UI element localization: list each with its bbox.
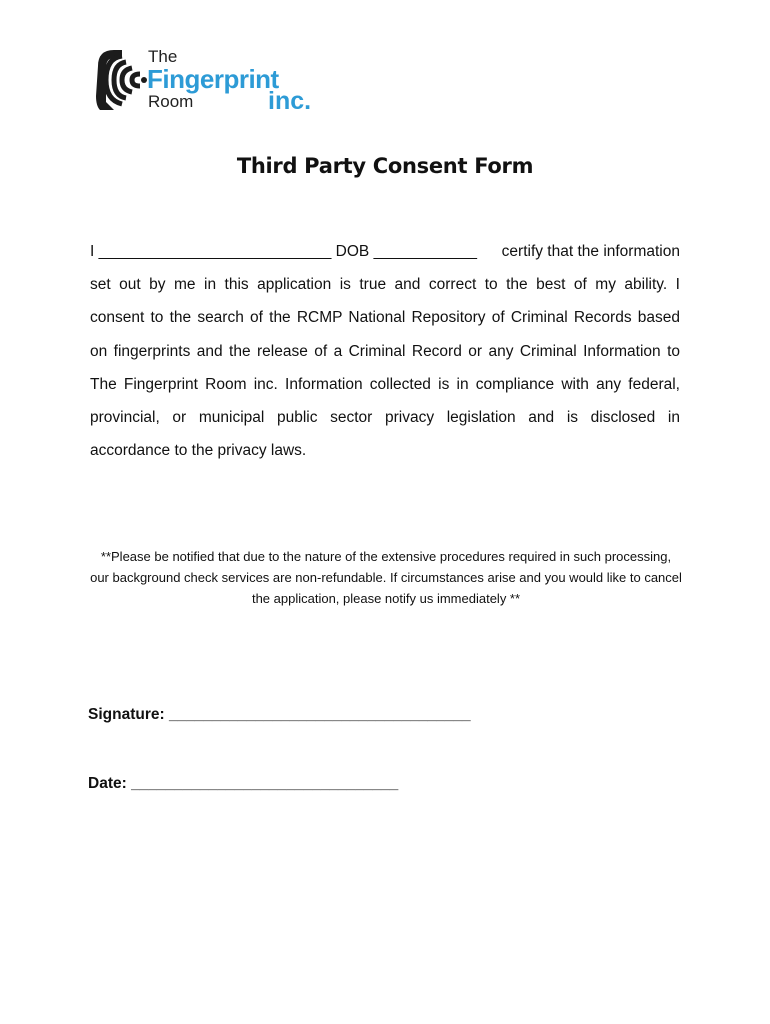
consent-line-7: accordance to the privacy laws. [90,442,307,459]
consent-line-5: The Fingerprint Room inc. Information collected is in compliance with any federal, [90,376,680,393]
logo-inc: inc. [268,87,312,115]
logo-room: Room [148,92,194,111]
date-field: Date: _______________________________ [88,775,399,792]
company-logo [92,44,342,116]
logo-fingerprint: Fingerprint [147,64,279,94]
refund-notice: **Please be notified that due to the nature of the extensive procedures required in such processing, our background check services are non-refundable. If circumstances arise and you would like to cancel the application, please notify us immediately ** [90,549,682,606]
consent-line-4: on fingerprints and the release of a Criminal Record or any Criminal Information to [90,343,680,360]
name-dob-blanks: I ___________________________ DOB ____________ [90,243,478,260]
signature-field: Signature: ___________________________________ [88,706,471,723]
consent-line-3: consent to the search of the RCMP National Repository of Criminal Records based [90,309,680,326]
certify-text: certify that the information [501,243,680,260]
consent-line-2: set out by me in this application is true and correct to the best of my ability. I [90,276,680,293]
page-title: Third Party Consent Form [236,154,534,178]
logo-the: The [148,47,178,66]
consent-line-1 [90,242,680,262]
consent-line-6: provincial, or municipal public sector privacy legislation and is disclosed in [90,409,680,426]
fingerprint-arcs-icon [92,44,152,116]
logo-wordmark [148,44,348,116]
